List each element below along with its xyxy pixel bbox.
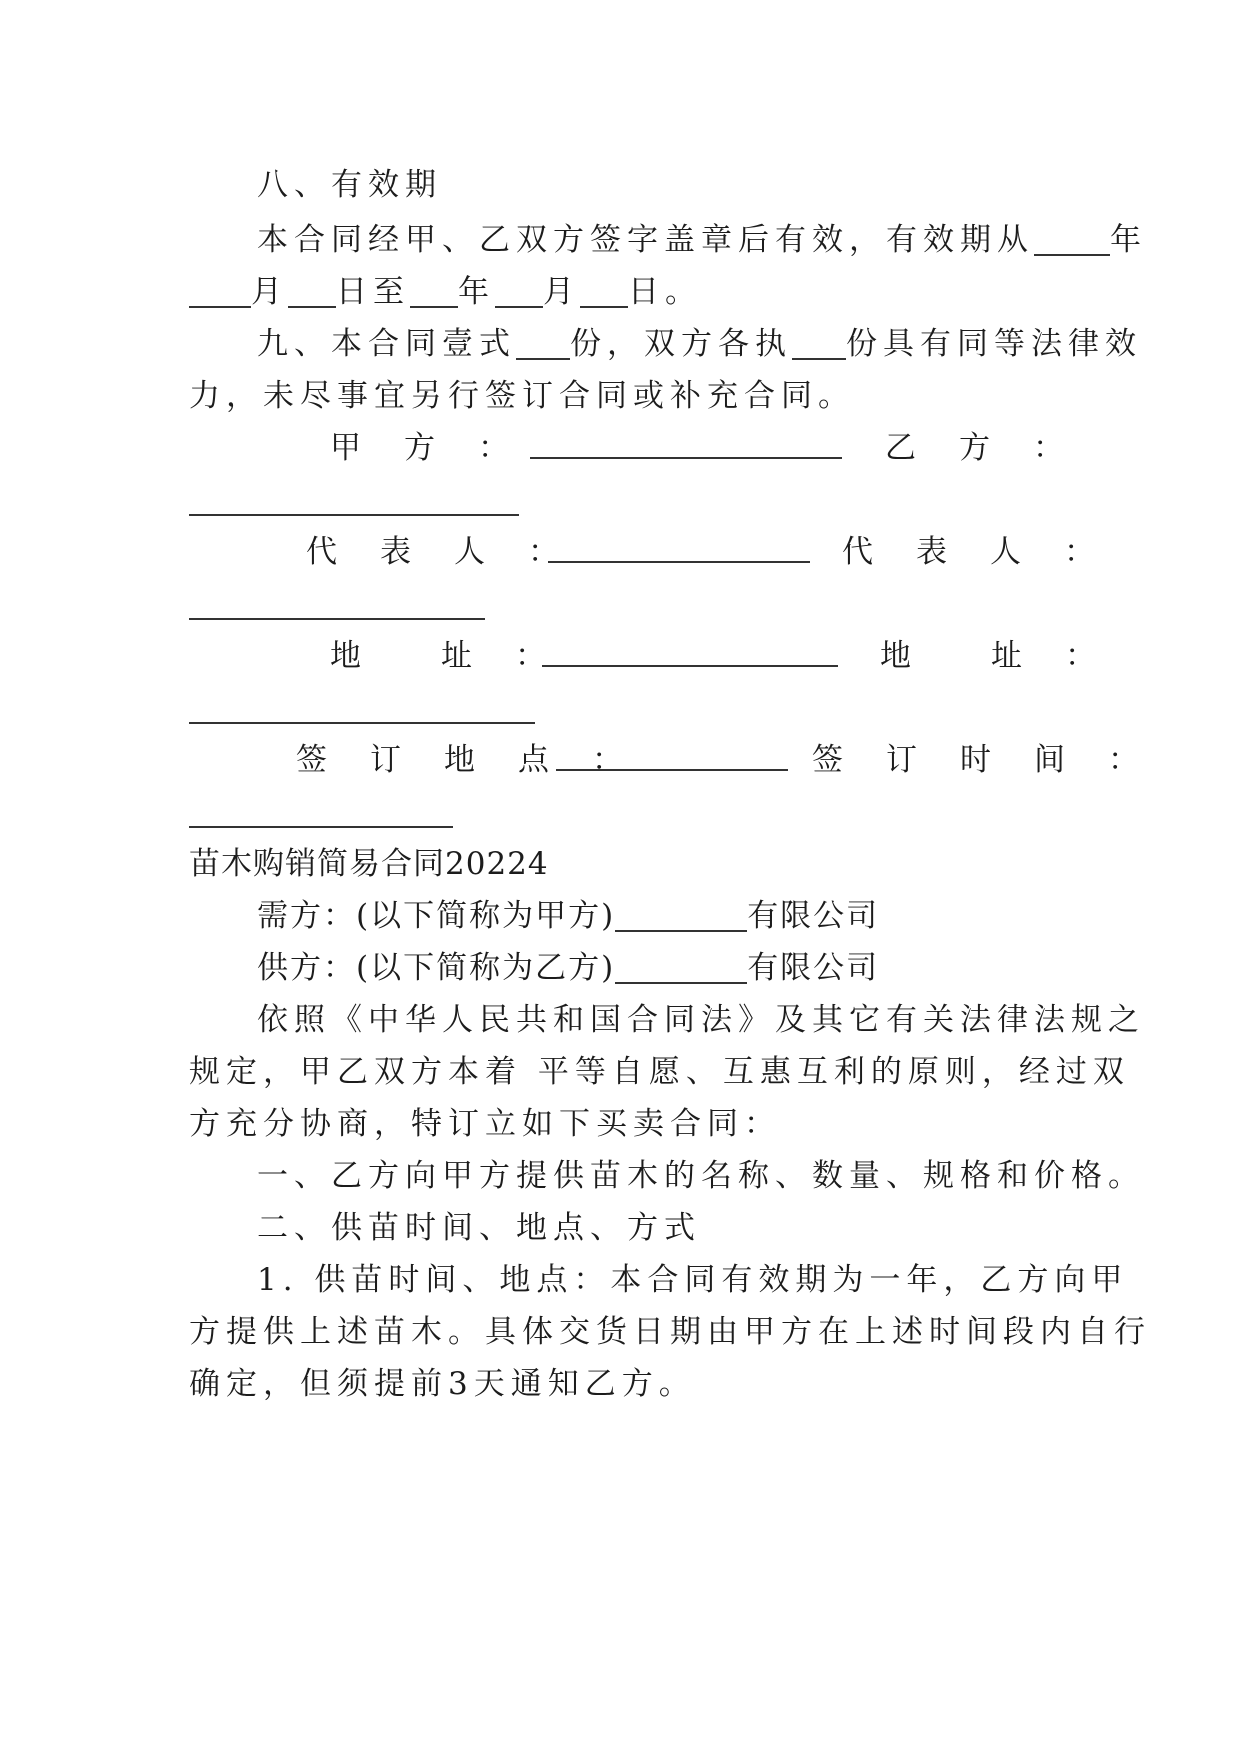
signature-line — [189, 513, 519, 516]
text-span: 月 — [251, 274, 288, 310]
paragraph-line: 方充分协商，特订立如下买卖合同： — [189, 1106, 781, 1142]
document-title: 苗木购销简易合同20224 — [189, 846, 549, 882]
rep-a-label: 代 表 人 ： — [306, 534, 565, 570]
paragraph-line — [189, 938, 1049, 998]
blank-field — [288, 270, 336, 308]
signature-line — [556, 768, 788, 771]
text-span: 有限公司 — [747, 950, 880, 986]
text-span: 有限公司 — [747, 898, 880, 934]
rep-b-label: 代 表 人 ： — [842, 534, 1101, 570]
blank-field — [410, 270, 458, 308]
paragraph-line — [189, 210, 1147, 270]
blank-field — [580, 270, 628, 308]
text-span: 九、本合同壹式 — [257, 326, 516, 362]
paragraph-line: 依照《中华人民共和国合同法》及其它有关法律法规之 — [257, 1002, 1145, 1038]
address-b-label: 地 址 ： — [880, 638, 1102, 674]
signature-line — [189, 721, 535, 724]
sign-place-label: 签 订 地 点 ： — [296, 742, 629, 778]
paragraph-line — [189, 314, 1142, 374]
paragraph-line: 规定，甲乙双方本着 平等自愿、互惠互利的原则，经过双 — [189, 1054, 1130, 1090]
blank-field — [792, 322, 846, 360]
paragraph-line: 1. 供苗时间、地点：本合同有效期为一年，乙方向甲 — [257, 1262, 1129, 1298]
paragraph-line — [189, 886, 1049, 946]
blank-field — [1034, 218, 1110, 256]
section-heading: 八、有效期 — [257, 167, 442, 203]
text-span: 需方：(以下简称为甲方) — [257, 898, 616, 934]
signature-line — [189, 617, 485, 620]
blank-field — [516, 322, 570, 360]
text-span: 份具有同等法律效 — [846, 326, 1142, 362]
party-b-label: 乙 方 ： — [885, 430, 1070, 466]
text-span: 本合同经甲、乙双方签字盖章后有效，有效期从 — [257, 222, 1034, 258]
text-span: 供方：(以下简称为乙方) — [257, 950, 616, 986]
blank-field — [189, 270, 251, 308]
clause-heading: 一、乙方向甲方提供苗木的名称、数量、规格和价格。 — [257, 1158, 1145, 1194]
sign-time-label: 签 订 时 间 ： — [812, 742, 1145, 778]
text-span: 日。 — [628, 274, 702, 310]
paragraph-line: 确定，但须提前3天通知乙方。 — [189, 1366, 696, 1402]
party-a-label: 甲 方 ： — [330, 430, 515, 466]
blank-field — [615, 894, 747, 932]
text-span: 日至 — [336, 274, 410, 310]
clause-heading: 二、供苗时间、地点、方式 — [257, 1210, 701, 1246]
address-a-label: 地 址 ： — [330, 638, 552, 674]
text-span: 年 — [458, 274, 495, 310]
paragraph-line — [189, 262, 1049, 322]
signature-line — [548, 560, 810, 563]
blank-field — [615, 946, 747, 984]
text-span: 年 — [1110, 222, 1147, 258]
text-span: 份，双方各执 — [570, 326, 792, 362]
signature-line — [530, 456, 842, 459]
paragraph-line: 方提供上述苗木。具体交货日期由甲方在上述时间段内自行 — [189, 1314, 1151, 1350]
text-span: 月 — [543, 274, 580, 310]
signature-line — [542, 664, 838, 667]
paragraph-line: 力，未尽事宜另行签订合同或补充合同。 — [189, 378, 855, 414]
signature-line — [189, 825, 453, 828]
blank-field — [495, 270, 543, 308]
